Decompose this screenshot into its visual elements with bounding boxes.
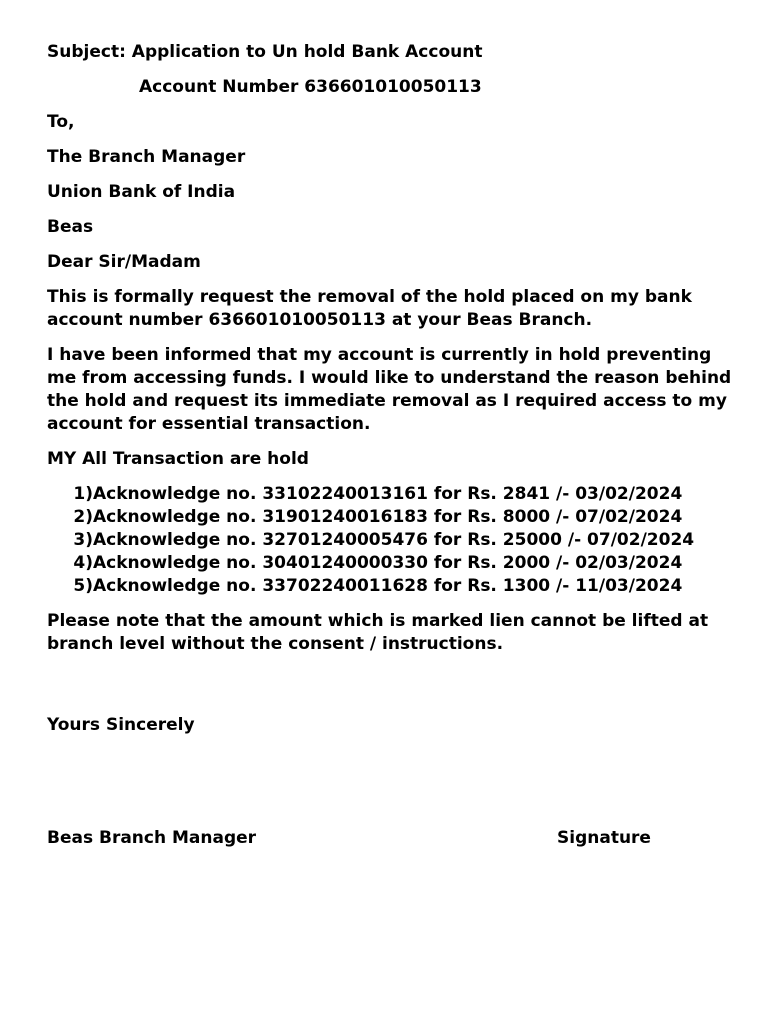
list-item-number: 5) <box>73 576 93 596</box>
list-item-number: 1) <box>73 484 93 504</box>
footer-signature: Signature <box>557 828 651 848</box>
letter-body <box>47 41 737 737</box>
list-item <box>47 506 737 529</box>
list-item-text: Acknowledge no. 31901240016183 for Rs. 8000 /- 07/02/2024 <box>93 507 683 527</box>
recipient-title: The Branch Manager <box>47 147 246 167</box>
paragraph-request: This is formally request the removal of the hold placed on my bank account number 636601010050113 at your Beas Branch. <box>47 287 692 330</box>
list-item <box>47 483 737 506</box>
list-item-text: Acknowledge no. 32701240005476 for Rs. 25000 /- 07/02/2024 <box>93 530 695 550</box>
signature-footer <box>47 827 737 850</box>
transaction-list <box>47 483 737 598</box>
list-item-text: Acknowledge no. 33102240013161 for Rs. 2841 /- 03/02/2024 <box>93 484 683 504</box>
list-item-text: Acknowledge no. 33702240011628 for Rs. 1300 /- 11/03/2024 <box>93 576 683 596</box>
hold-heading: MY All Transaction are hold <box>47 449 309 469</box>
branch-name: Beas <box>47 217 94 237</box>
list-item <box>47 552 737 575</box>
bank-name: Union Bank of India <box>47 182 236 202</box>
list-item <box>47 529 737 552</box>
paragraph-informed: I have been informed that my account is currently in hold preventing me from accessing funds. I would like to understand the reason behind the hold and request its immediate removal as I required access to my account for essential transaction. <box>47 345 732 434</box>
footer-branch-manager: Beas Branch Manager <box>47 828 257 848</box>
list-item-number: 4) <box>73 553 93 573</box>
list-item <box>47 575 737 598</box>
list-item-text: Acknowledge no. 30401240000330 for Rs. 2000 /- 02/03/2024 <box>93 553 683 573</box>
to-line: To, <box>47 112 75 132</box>
subject-line: Subject: Application to Un hold Bank Account <box>47 42 483 62</box>
list-item-number: 3) <box>73 530 93 550</box>
paragraph-lien-note: Please note that the amount which is marked lien cannot be lifted at branch level without the consent / instructions. <box>47 611 709 654</box>
closing-line: Yours Sincerely <box>47 715 195 735</box>
account-number-line: Account Number 636601010050113 <box>139 77 482 97</box>
list-item-number: 2) <box>73 507 93 527</box>
salutation: Dear Sir/Madam <box>47 252 201 272</box>
